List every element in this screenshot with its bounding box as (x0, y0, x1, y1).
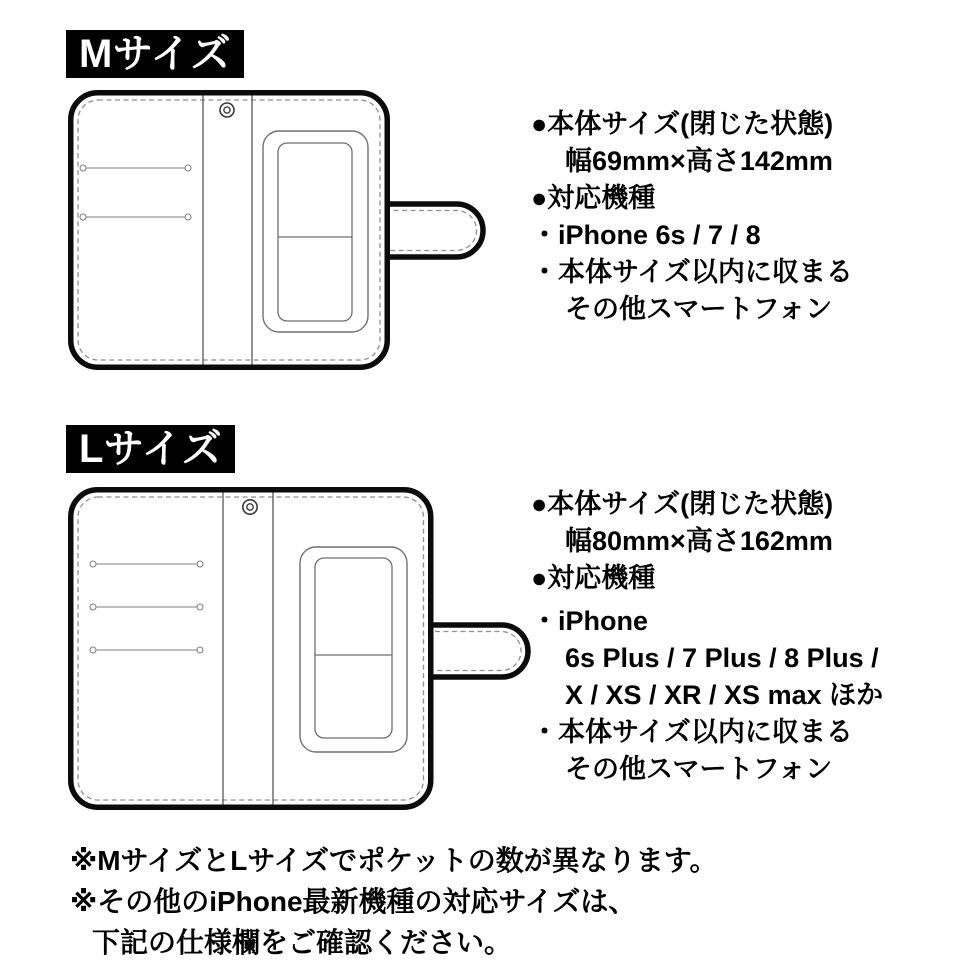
case-body (71, 490, 431, 808)
spec-line: ●本体サイズ(閉じた状態) (531, 489, 834, 519)
spec-line: その他スマートフォン (565, 754, 833, 784)
spec-line: ●本体サイズ(閉じた状態) (531, 109, 834, 139)
spec-line: ●対応機種 (531, 563, 656, 593)
case-diagram-l (66, 483, 536, 815)
specs-m (531, 106, 853, 328)
spec-line: ・本体サイズ以内に収まる (531, 257, 853, 287)
spec-line: 6s Plus / 7 Plus / 8 Plus / (565, 643, 879, 673)
snap-button-icon (243, 500, 257, 514)
case-body (71, 93, 388, 368)
note-line: 下記の仕様欄をご確認ください。 (92, 927, 513, 958)
footnotes (70, 840, 718, 963)
spec-line: ・本体サイズ以内に収まる (531, 717, 853, 747)
specs-l (531, 486, 883, 788)
case-diagram-m (66, 88, 486, 372)
snap-button-icon (220, 103, 234, 117)
spec-line: ●対応機種 (531, 183, 656, 213)
note-line: ※その他のiPhone最新機種の対応サイズは、 (70, 886, 637, 917)
spec-line: 幅69mm×高さ142mm (565, 146, 833, 176)
spec-line: 幅80mm×高さ162mm (565, 526, 833, 556)
spec-line: その他スマートフォン (565, 294, 833, 324)
size-label-m: Mサイズ (66, 30, 244, 78)
spec-line: ・iPhone 6s / 7 / 8 (531, 220, 761, 250)
spec-line: ・iPhone (531, 606, 649, 636)
size-label-l: Lサイズ (66, 425, 235, 473)
note-line: ※MサイズとLサイズでポケットの数が異なります。 (70, 845, 718, 876)
spec-line: X / XS / XR / XS max ほか (565, 680, 884, 710)
